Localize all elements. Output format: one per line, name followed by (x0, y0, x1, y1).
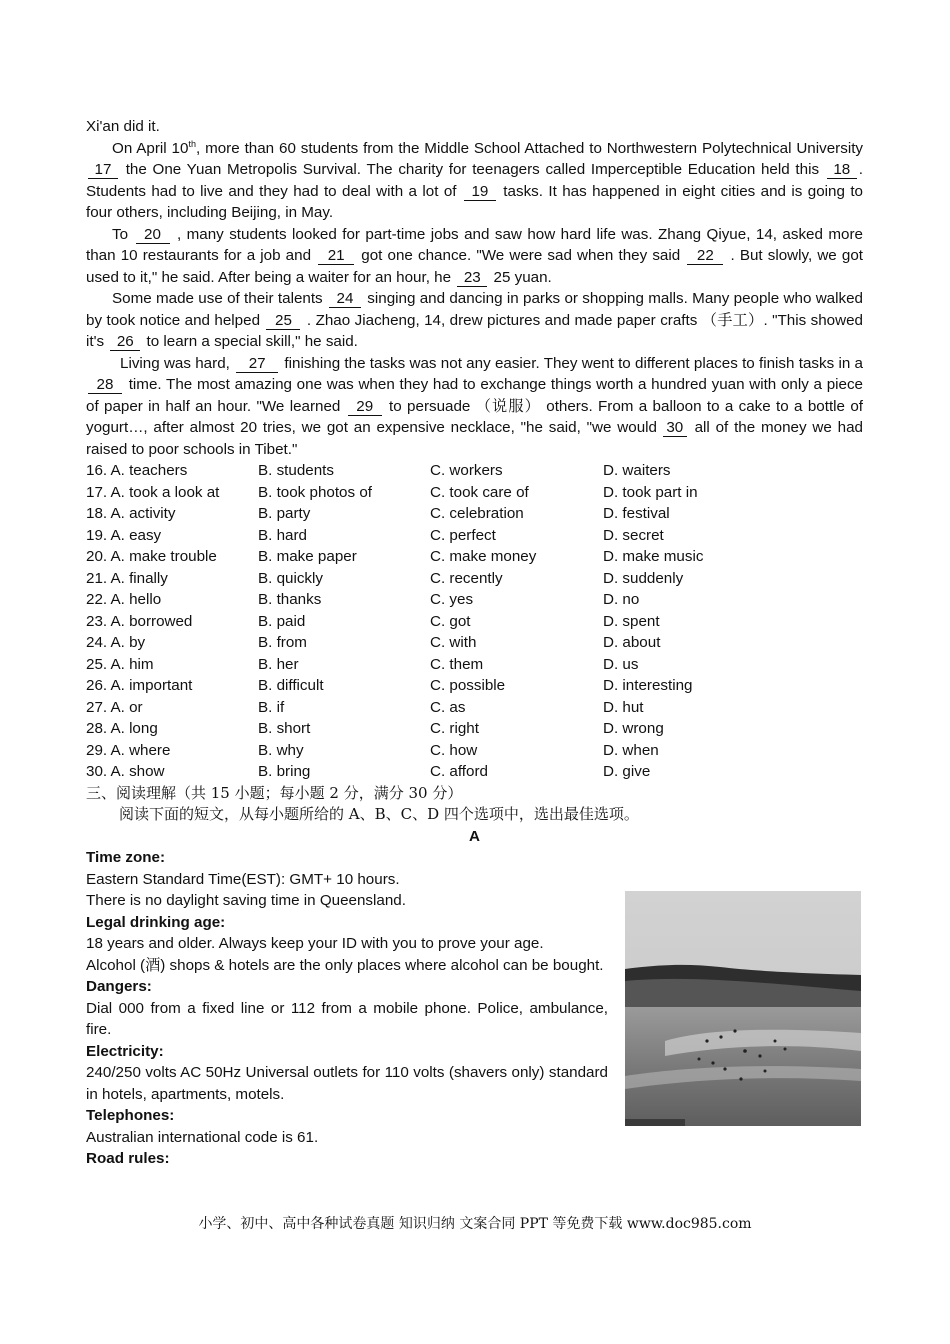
option-b[interactable]: B. quickly (258, 569, 323, 587)
option-a[interactable]: 18. A. activity (86, 505, 176, 522)
question-26 (86, 675, 863, 697)
option-c[interactable]: C. yes (430, 591, 474, 608)
blank-25: 25 (266, 313, 300, 330)
option-d[interactable]: D. wrong (603, 720, 664, 737)
section-instruction: 阅读下面的短文，从每小题所给的 A、B、C、D 四个选项中，选出最佳选项。 (119, 805, 639, 823)
footer-text: 小学、初中、高中各种试卷真题 知识归纳 文案合同 PPT 等免费下载 www.doc985.com (198, 1216, 752, 1232)
drinking-text: Alcohol (酒) shops & hotels are the only places where alcohol can be bought. (86, 956, 604, 974)
option-c[interactable]: C. with (430, 634, 477, 651)
option-d[interactable]: D. us (603, 655, 639, 673)
text: tasks. It has happened in eight cities and is going to four others, including Beijing, in May. (86, 182, 863, 221)
question-25 (86, 654, 863, 676)
option-a[interactable]: 28. A. long (86, 720, 158, 737)
text: On April 10 (112, 139, 189, 157)
telephones-text: Australian international code is 61. (86, 1128, 319, 1146)
question-29 (86, 740, 863, 762)
text: to learn a special skill," he said. (142, 333, 358, 350)
option-d[interactable]: D. give (603, 763, 651, 780)
option-a[interactable]: 19. A. easy (86, 526, 162, 544)
passage-line: Xi'an did it. (86, 118, 160, 135)
option-a[interactable]: 30. A. show (86, 763, 165, 780)
option-c[interactable]: C. recently (430, 569, 503, 587)
question-21 (86, 568, 863, 590)
blank-18: 18 (827, 162, 857, 179)
option-c[interactable]: C. as (430, 698, 466, 716)
text: . But slowly, we got used to it," he said. After being a waiter for an hour, he (86, 247, 863, 286)
question-24 (86, 632, 863, 654)
question-19 (86, 525, 863, 547)
option-b[interactable]: B. thanks (258, 591, 322, 608)
text: to persuade （说服） others. From a balloon to a cake to a bottle of yogurt…, after almost 20 tries, we got an expensive necklace, "he said, "we would (86, 397, 863, 436)
text: all of the money we had raised to poor schools in Tibet." (86, 419, 863, 458)
question-27 (86, 697, 863, 719)
text: the One Yuan Metropolis Survival. The charity for teenagers called Imperceptible Education held this (120, 161, 825, 178)
option-d[interactable]: D. suddenly (603, 569, 684, 587)
option-c[interactable]: C. how (430, 741, 478, 759)
option-a[interactable]: 17. A. took a look at (86, 483, 220, 501)
text: finishing the tasks was not any easier. They went to different places to finish tasks in a (280, 354, 864, 372)
passage-label: A (469, 827, 480, 845)
reading-passage-a (86, 847, 863, 1170)
text: . Zhao Jiacheng, 14, drew pictures and made paper crafts （手工）. "This showed it's (86, 311, 863, 350)
option-c[interactable]: C. perfect (430, 526, 496, 544)
beach-photo (625, 891, 861, 1126)
option-c[interactable]: C. possible (430, 677, 506, 694)
option-b[interactable]: B. paid (258, 612, 306, 630)
text: Living was hard, (120, 354, 235, 372)
question-28 (86, 718, 863, 740)
option-b[interactable]: B. party (258, 505, 311, 522)
time-zone-text: Eastern Standard Time(EST): GMT+ 10 hours. (86, 870, 400, 888)
question-23 (86, 611, 863, 633)
text: singing and dancing in parks or shopping malls. Many people who walked by took notice and helped (86, 290, 863, 329)
question-17 (86, 482, 863, 504)
text: , many students looked for part-time jobs and saw how hard life was. Zhang Qiyue, 14, asked more than 10 restaurants for a job and (86, 225, 863, 264)
blank-21: 21 (318, 248, 354, 265)
option-c[interactable]: C. celebration (430, 505, 524, 522)
blank-29: 29 (348, 399, 382, 416)
option-d[interactable]: D. took part in (603, 483, 698, 501)
option-d[interactable]: D. when (603, 741, 659, 759)
option-d[interactable]: D. waiters (603, 462, 671, 479)
option-b[interactable]: B. from (258, 634, 307, 651)
option-a[interactable]: 26. A. important (86, 677, 193, 694)
drinking-text: 18 years and older. Always keep your ID with you to prove your age. (86, 935, 544, 952)
option-c[interactable]: C. them (430, 655, 484, 673)
option-c[interactable]: C. afford (430, 763, 488, 780)
option-b[interactable]: B. hard (258, 526, 307, 544)
option-a[interactable]: 24. A. by (86, 634, 146, 651)
blank-30: 30 (663, 420, 687, 437)
option-a[interactable]: 22. A. hello (86, 591, 162, 608)
question-20 (86, 546, 863, 568)
section-heading: 三、阅读理解（共 15 小题；每小题 2 分，满分 30 分） (86, 783, 463, 802)
option-a[interactable]: 20. A. make trouble (86, 548, 217, 565)
electricity-text: 240/250 volts AC 50Hz Universal outlets for 110 volts (shavers only) standard in hotels, apartments, motels. (86, 1064, 608, 1103)
option-c[interactable]: C. got (430, 612, 471, 630)
option-b[interactable]: B. make paper (258, 548, 357, 565)
dangers-heading: Dangers: (86, 978, 152, 995)
blank-24: 24 (329, 291, 361, 308)
option-a[interactable]: 25. A. him (86, 655, 154, 673)
option-a[interactable]: 29. A. where (86, 741, 171, 759)
info-column (86, 847, 608, 1170)
option-b[interactable]: B. bring (258, 763, 311, 780)
options-list (86, 460, 863, 783)
text: time. The most amazing one was when they had to exchange things worth a hundred yuan with only a piece of paper in half an hour. "We learned (86, 376, 863, 415)
option-d[interactable]: D. secret (603, 526, 664, 544)
telephones-heading: Telephones: (86, 1107, 175, 1124)
text: , more than 60 students from the Middle School Attached to Northwestern Polytechnical University (195, 139, 864, 157)
option-d[interactable]: D. interesting (603, 677, 693, 694)
blank-26: 26 (110, 334, 140, 351)
passage-paragraph-2 (86, 224, 863, 289)
time-zone-text: There is no daylight saving time in Queensland. (86, 892, 406, 909)
question-30 (86, 761, 863, 783)
option-b[interactable]: B. if (258, 698, 285, 716)
blank-28: 28 (88, 377, 122, 394)
option-a[interactable]: 16. A. teachers (86, 462, 188, 479)
option-a[interactable]: 27. A. or (86, 698, 143, 716)
option-c[interactable]: C. right (430, 720, 479, 737)
option-d[interactable]: D. hut (603, 698, 644, 716)
option-a[interactable]: 21. A. finally (86, 569, 168, 587)
question-22 (86, 589, 863, 611)
option-b[interactable]: B. difficult (258, 677, 324, 694)
blank-23: 23 (457, 270, 487, 287)
blank-17: 17 (88, 162, 118, 179)
option-b[interactable]: B. students (258, 462, 334, 479)
option-d[interactable]: D. spent (603, 612, 660, 630)
option-c[interactable]: C. workers (430, 462, 503, 479)
blank-19: 19 (464, 184, 496, 201)
option-a[interactable]: 23. A. borrowed (86, 612, 193, 630)
text: Some made use of their talents (112, 290, 327, 307)
option-c[interactable]: C. make money (430, 548, 537, 565)
drinking-heading: Legal drinking age: (86, 913, 226, 931)
passage-paragraph-3 (86, 288, 863, 353)
text: 25 yuan. (489, 268, 552, 286)
option-b[interactable]: B. short (258, 720, 311, 737)
option-d[interactable]: D. no (603, 591, 640, 608)
time-zone-heading: Time zone: (86, 849, 166, 866)
passage-paragraph-4 (86, 353, 863, 461)
passage-paragraph-1 (86, 138, 863, 224)
exam-page (86, 116, 863, 1170)
road-rules-heading: Road rules: (86, 1150, 170, 1167)
option-b[interactable]: B. why (258, 741, 304, 759)
option-d[interactable]: D. festival (603, 505, 670, 522)
text: To (112, 225, 134, 243)
option-d[interactable]: D. make music (603, 548, 704, 565)
option-b[interactable]: B. took photos of (258, 483, 372, 501)
option-d[interactable]: D. about (603, 634, 661, 651)
blank-20: 20 (136, 227, 170, 244)
dangers-text: Dial 000 from a fixed line or 112 from a mobile phone. Police, ambulance, fire. (86, 999, 608, 1038)
question-18 (86, 503, 863, 525)
superscript: th (188, 138, 196, 149)
text: got one chance. "We were sad when they said (356, 247, 686, 264)
blank-22: 22 (687, 248, 723, 265)
text: . Students had to live and they had to deal with a lot of (86, 161, 863, 200)
electricity-heading: Electricity: (86, 1042, 164, 1060)
blank-27: 27 (236, 356, 278, 373)
option-b[interactable]: B. her (258, 655, 299, 673)
option-c[interactable]: C. took care of (430, 483, 529, 501)
question-16 (86, 460, 863, 482)
